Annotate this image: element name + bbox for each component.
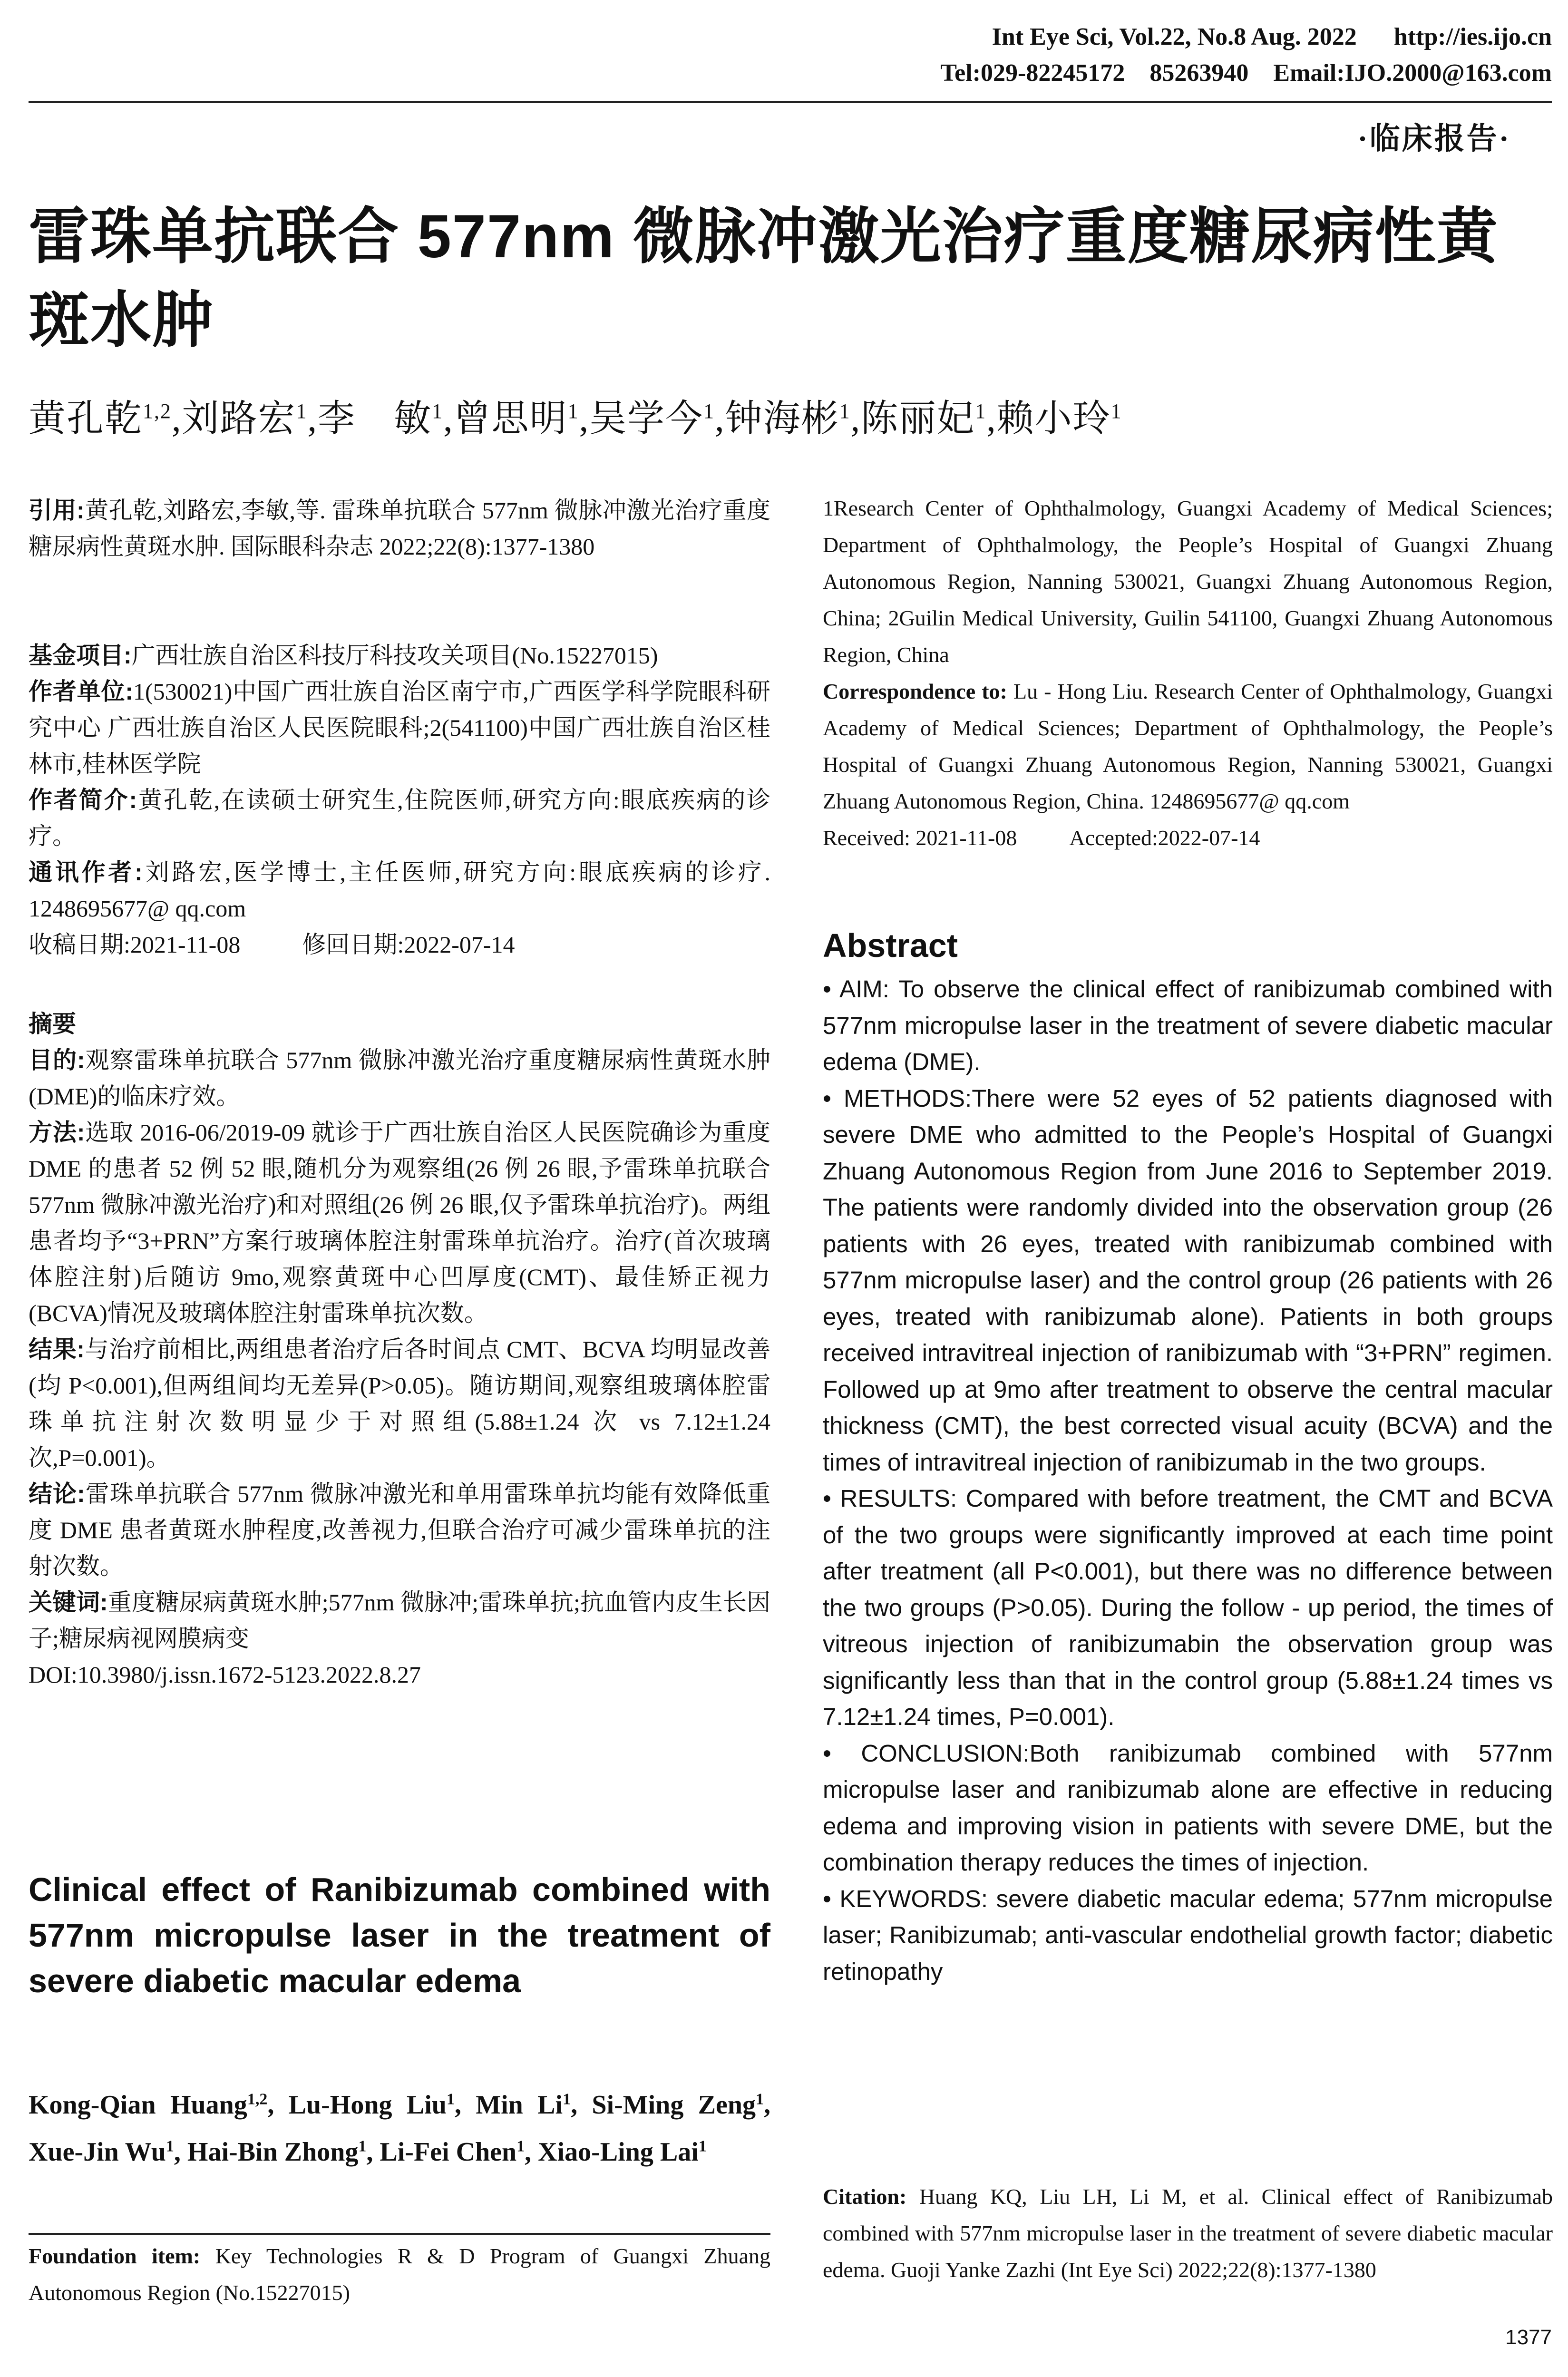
author-cn: 吴学今$^1$ <box>589 398 715 439</box>
foundation-item-en: Foundation item: Key Technologies R & D Program of Guangxi Zhuang Autonomous Region (No.15227015) <box>29 2244 771 2305</box>
affiliation-en-block <box>823 490 1553 856</box>
abstract-cn-conclusion: 结论:雷珠单抗联合 577nm 微脉冲激光和单用雷珠单抗均能有效降低重度 DME 患者黄斑水肿程度,改善视力,但联合治疗可减少雷珠单抗的注射次数。 <box>29 1481 770 1579</box>
author-cn: 李 敏$^1$ <box>318 398 444 439</box>
affiliation-en: 1Research Center of Ophthalmology, Guangxi Academy of Medical Sciences; Department of Ophthalmology, the People’s Hospital of Guangxi Zhuang Autonomous Region, Nanning 530021, Guangxi Zhuang Autonomous Region, China; 2Guilin Medical University, Guilin 541100, Guangxi Zhuang Autonomous Region, China <box>823 496 1553 667</box>
contact-line: Tel:029-82245172 85263940 Email:IJO.2000@163.com <box>940 59 1552 87</box>
dates-cn: 收稿日期:2021-11-08 修回日期:2022-07-14 <box>29 931 515 958</box>
abstract-cn-results: 结果:与治疗前相比,两组患者治疗后各时间点 CMT、BCVA 均明显改善(均 P<0.001),但两组间均无差异(P>0.05)。随访期间,观察组玻璃体腔雷珠单抗注射次数明显少于对照组(5.88±1.24 次 vs 7.12±1.24 次,P=0.001)。 <box>29 1336 771 1471</box>
author-cn: 刘路宏$^1$ <box>182 398 308 439</box>
correspondence-en: Correspondence to: Lu - Hong Liu. Research Center of Ophthalmology, Guangxi Academy of Medical Sciences; Department of Ophthalmology, the People’s Hospital of Guangxi Zhuang Autonomous Region, Nanning 530021, Guangxi Zhuang Autonomous Region, China. 1248695677@ qq.com <box>823 679 1553 813</box>
article-info-cn <box>29 637 770 963</box>
author-en: Li-Fei Chen$^1$ <box>380 2137 525 2167</box>
running-head <box>743 19 1552 91</box>
citation-cn <box>29 492 770 565</box>
author-cn: 曾思明$^1$ <box>453 398 579 439</box>
foundation-rule <box>29 2233 770 2235</box>
author-bio-cn: 作者简介:黄孔乾,在读硕士研究生,住院医师,研究方向:眼底疾病的诊疗。 <box>29 787 771 849</box>
abstract-cn-keywords: 关键词:重度糖尿病黄斑水肿;577nm 微脉冲;雷珠单抗;抗血管内皮生长因子;糖尿病视网膜病变 <box>29 1589 770 1652</box>
author-cn: 赖小玲$^1$ <box>996 398 1122 439</box>
abstract-en-methods: • METHODS:There were 52 eyes of 52 patients diagnosed with severe DME who admitted to the People’s Hospital of Guangxi Zhuang Autonomous Region from June 2016 to September 2019. The patients were randomly divided into the observation group (26 patients with 26 eyes, treated with ranibizumab combined with 577nm micropulse laser) and the control group (26 patients with 26 eyes, treated with ranibizumab alone). Patients in both groups received intravitreal injection of ranibizumab with “3+PRN” regimen. Followed up at 9mo after treatment to observe the central macular thickness (CMT), the best corrected visual acuity (BCVA) and the times of intravitreal injection of ranibizumab in the two groups. <box>823 1084 1553 1476</box>
citation-cn-text: 黄孔乾,刘路宏,李敏,等. 雷珠单抗联合 577nm 微脉冲激光治疗重度糖尿病性黄斑水肿. 国际眼科杂志 2022;22(8):1377-1380 <box>29 497 771 560</box>
author-en: Xiao-Ling Lai$^1$ <box>538 2137 707 2167</box>
abstract-cn <box>29 1006 770 1693</box>
author-en: Min Li$^1$ <box>476 2090 571 2120</box>
author-en: Xue-Jin Wu$^1$ <box>29 2137 174 2167</box>
header-rule <box>29 101 1552 103</box>
author-list-en: Kong-Qian Huang$^{1,2}$, Lu-Hong Liu$^1$, Min Li$^1$, Si-Ming Zeng$^1$, Xue-Jin Wu$^1$, Hai-Bin Zhong$^1$, Li-Fei Chen$^1$, Xiao-Ling Lai$^1$ <box>29 2090 771 2167</box>
author-cn: 陈丽妃$^1$ <box>861 398 987 439</box>
abstract-cn-methods: 方法:选取 2016-06/2019-09 就诊于广西壮族自治区人民医院确诊为重度 DME 的患者 52 例 52 眼,随机分为观察组(26 例 26 眼,予雷珠单抗联合 577nm 微脉冲激光治疗)和对照组(26 例 26 眼,仅予雷珠单抗治疗)。两组患者均予“3+PRN”方案行玻璃体腔注射雷珠单抗治疗。治疗(首次玻璃体腔注射)后随访 9mo,观察黄斑中心凹厚度(CMT)、最佳矫正视力(BCVA)情况及玻璃体腔注射雷珠单抗次数。 <box>29 1119 770 1326</box>
author-en: Si-Ming Zeng$^1$ <box>592 2090 764 2120</box>
doi: DOI:10.3980/j.issn.1672-5123.2022.8.27 <box>29 1661 421 1688</box>
section-label: ·临床报告· <box>1357 122 1511 156</box>
citation-cn-label: 引用: <box>29 497 85 524</box>
author-en: Hai-Bin Zhong$^1$ <box>187 2137 367 2167</box>
author-en: Kong-Qian Huang$^{1,2}$ <box>29 2090 268 2120</box>
abstract-en-aim: • AIM: To observe the clinical effect of ranibizumab combined with 577nm micropulse laser in the treatment of severe diabetic macular edema (DME). <box>823 975 1553 1075</box>
journal-line: Int Eye Sci, Vol.22, No.8 Aug. 2022 http://ies.ijo.cn <box>992 23 1552 50</box>
citation-en: Citation: Huang KQ, Liu LH, Li M, et al. Clinical effect of Ranibizumab combined with 577nm micropulse laser in the treatment of severe diabetic macular edema. Guoji Yanke Zazhi (Int Eye Sci) 2022;22(8):1377-1380 <box>823 2184 1553 2282</box>
author-cn: 黄孔乾$^{1,2}$ <box>29 398 172 439</box>
abstract-en-keywords: • KEYWORDS: severe diabetic macular edema; 577nm micropulse laser; Ranibizumab; anti-vascular endothelial growth factor; diabetic retinopathy <box>823 1885 1553 1985</box>
dates-en: Received: 2021-11-08 Accepted:2022-07-14 <box>823 826 1260 850</box>
article-title-en: Clinical effect of Ranibizumab combined with 577nm micropulse laser in the treatment of severe diabetic macular edema <box>29 1871 770 1999</box>
article-title-cn: 雷珠单抗联合 577nm 微脉冲激光治疗重度糖尿病性黄斑水肿 <box>29 203 1499 354</box>
corresponding-author-cn: 通讯作者:刘路宏,医学博士,主任医师,研究方向:眼底疾病的诊疗. 1248695677@ qq.com <box>29 859 771 922</box>
author-units-cn: 作者单位:1(530021)中国广西壮族自治区南宁市,广西医学科学院眼科研究中心 广西壮族自治区人民医院眼科;2(541100)中国广西壮族自治区桂林市,桂林医学院 <box>29 678 770 777</box>
author-cn: 钟海彬$^1$ <box>725 398 851 439</box>
abstract-en-conclusion: • CONCLUSION:Both ranibizumab combined with 577nm micropulse laser and ranibizumab alone are effective in reducing edema and improving vision in patients with severe DME, but the combination therapy reduces the times of injection. <box>823 1739 1553 1876</box>
abstract-cn-aim: 目的:观察雷珠单抗联合 577nm 微脉冲激光治疗重度糖尿病性黄斑水肿(DME)的临床疗效。 <box>29 1047 770 1110</box>
author-en: Lu-Hong Liu$^1$ <box>288 2090 455 2120</box>
abstract-en-heading: Abstract <box>823 927 958 964</box>
author-list-cn: 黄孔乾$^{1,2}$,刘路宏$^1$,李 敏$^1$,曾思明$^1$,吴学今$^1$,钟海彬$^1$,陈丽妃$^1$,赖小玲$^1$ <box>29 398 1122 439</box>
abstract-cn-heading: 摘要 <box>29 1011 76 1037</box>
abstract-en-results: • RESULTS: Compared with before treatment, the CMT and BCVA of the two groups were significantly improved at each time point after treatment (all P<0.001), but there was no difference between the two groups (P>0.05). During the follow - up period, the times of vitreous injection of ranibizumabin the observation group was significantly less than that in the control group (5.88±1.24 times vs 7.12±1.24 times, P=0.001). <box>823 1485 1553 1730</box>
abstract-en <box>823 923 1553 1990</box>
fund-cn: 基金项目:广西壮族自治区科技厅科技攻关项目(No.15227015) <box>29 642 658 669</box>
page-number: 1377 <box>1505 2326 1552 2349</box>
